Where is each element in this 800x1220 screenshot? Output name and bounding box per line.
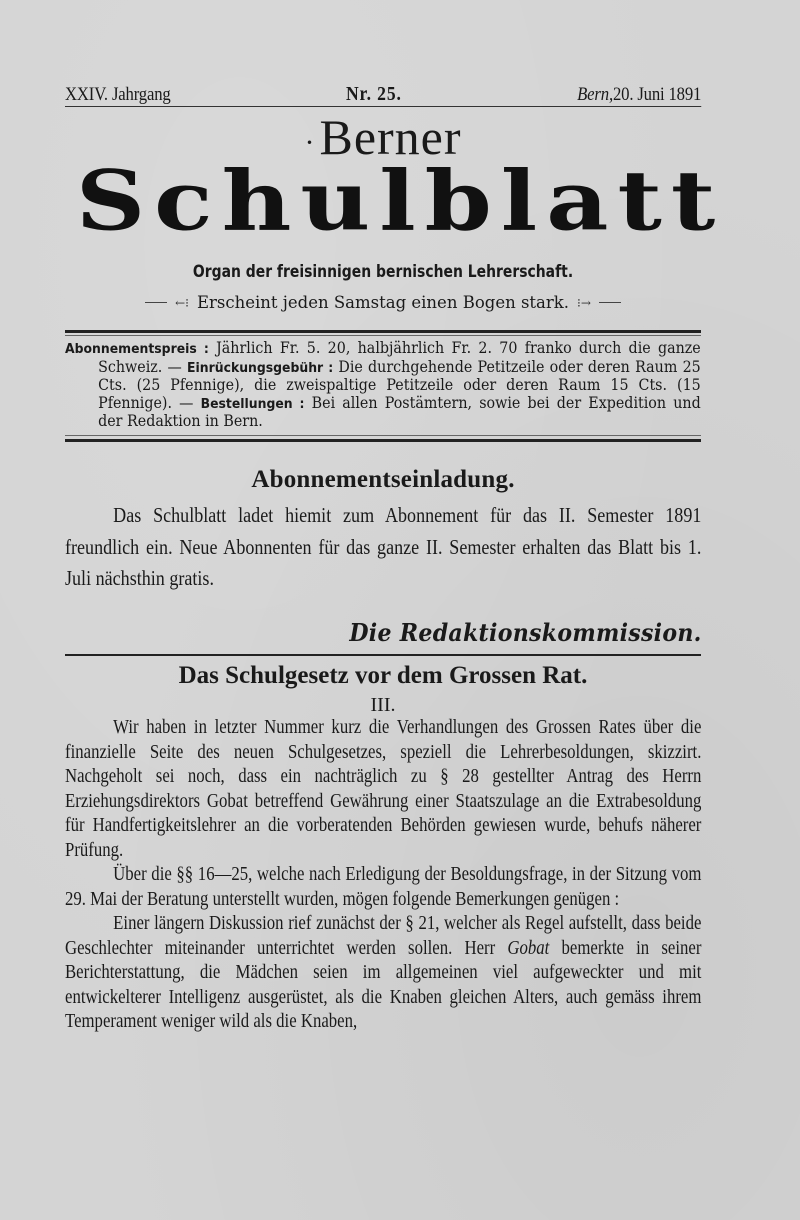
orders-label: Bestellungen : xyxy=(200,395,305,412)
section-divider xyxy=(65,654,701,656)
thick-rule-top xyxy=(65,330,701,333)
fee-text: Die durchgehende Petitzeile oder deren Raum 25 Cts. (25 Pfennige), die zweispaltige Petitzeile oder deren Raum 15 Cts. (15 Pfennige). — xyxy=(98,357,701,412)
thin-rule-top xyxy=(65,335,701,336)
thin-rule-bottom xyxy=(65,435,701,436)
issue-date xyxy=(577,84,701,106)
orders-text: Bei allen Postämtern, sowie bei der Expedition und der Redaktion in Bern. xyxy=(98,393,701,430)
paragraph-3-text-b: bemerkte in seiner Berichterstattung, die Mädchen seien im allgemeinen viel aufgeweckter und mit entwickelterer Intelligenz ausgerüstet, als die Knaben gleichen Alters, auch gemäss ihrem Temperament weniger wild als die Knaben, xyxy=(65,937,702,1032)
issue-number: Nr. 25. xyxy=(345,83,402,105)
paragraph-1: Wir haben in letzter Nummer kurz die Verhandlungen des Grossen Rates über die finanzielle Seite des neuen Schulgesetzes, speziell die Lehrerbesoldungen, skizzirt. Nachgeholt sei noch, dass ein nachträglich zu § 28 gestellter Antrag des Herrn Erziehungsdirektors Gobat betreffend Gewährung einer Staatszulage an die Extrabesoldung für Handfertigkeitslehrer an die vorberatenden Behörden gewiesen wurde, behufs näherer Prüfung. xyxy=(65,717,702,861)
article-title-schulgesetz: Das Schulgesetz vor dem Grossen Rat. xyxy=(178,662,588,689)
masthead-line1: Berner xyxy=(319,109,462,165)
frequency-line xyxy=(65,293,701,312)
article-body-subscription xyxy=(65,500,701,595)
article-body-schulgesetz xyxy=(65,716,701,1035)
price-label: Abonnementspreis : xyxy=(65,341,209,357)
article-part-number: III. xyxy=(370,694,396,716)
masthead-subtitle: Organ der freisinnigen bernischen Lehrerschaft. xyxy=(192,262,574,282)
issue-date-text: 20. Juni 1891 xyxy=(612,84,702,105)
person-name: Gobat xyxy=(507,937,550,959)
issue-header xyxy=(65,78,701,107)
ornament-left-icon: ←⁝ xyxy=(175,295,189,310)
thick-rule-bottom xyxy=(65,439,701,442)
volume-label: XXIV. Jahrgang xyxy=(65,84,171,105)
price-text: Jährlich Fr. 5. 20, halbjährlich Fr. 2. 70 franko durch die ganze Schweiz. — xyxy=(98,339,701,376)
article-title-subscription: Abonnementseinladung. xyxy=(251,466,515,493)
paragraph: Das Schulblatt ladet hiemit zum Abonnement für das II. Semester 1891 freundlich ein. Neue Abonnenten für das ganze II. Semester erhalten das Blatt bis 1. Juli nächsthin gratis. xyxy=(65,503,702,590)
signature: Die Redaktionskommission. xyxy=(349,618,702,647)
paragraph-3 xyxy=(65,912,701,1035)
frequency-text: Erscheint jeden Samstag einen Bogen stark. xyxy=(196,293,570,312)
ornament-right-icon: ⁝→ xyxy=(577,295,591,310)
divider-right xyxy=(599,302,621,303)
fee-label: Einrückungsgebühr : xyxy=(187,359,334,376)
masthead-title: Schulblatt xyxy=(75,152,725,250)
paragraph-2: Über die §§ 16—25, welche nach Erledigung der Besoldungsfrage, in der Sitzung vom 29. Mai der Beratung unterstellt wurden, mögen folgende Bemerkungen genügen : xyxy=(65,864,702,910)
subscription-info xyxy=(65,340,701,431)
subscription-paragraph xyxy=(65,340,701,431)
paragraph-3-text-a: Einer längern Diskussion rief zunächst der § 21, welcher als Regel aufstellt, dass beide Geschlechter miteinander unterrichtet werden sollen. Herr xyxy=(65,913,702,959)
dot-ornament-icon: · xyxy=(304,125,316,159)
issue-place: Bern, xyxy=(577,84,613,105)
divider-left xyxy=(145,302,167,303)
